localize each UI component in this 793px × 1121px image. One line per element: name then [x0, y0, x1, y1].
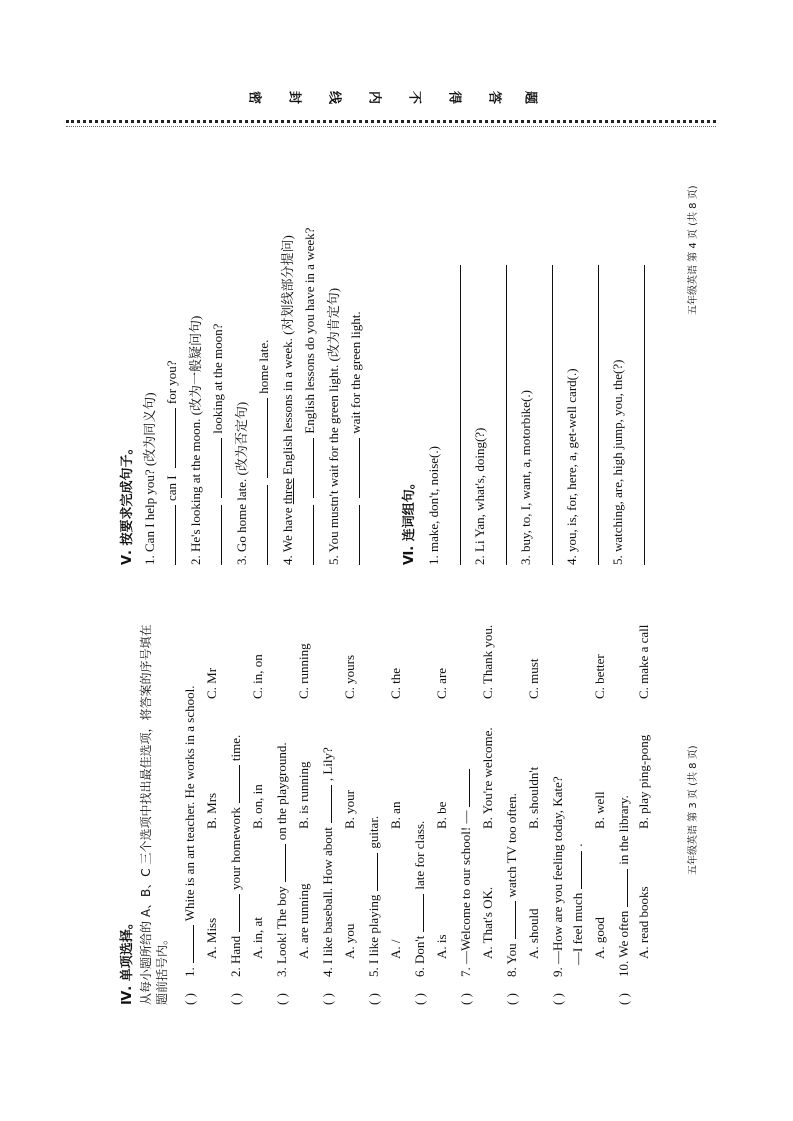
- option-c: C. Mr: [204, 667, 219, 699]
- option-a: A. should: [526, 908, 541, 959]
- answer-blank[interactable]: [412, 894, 424, 932]
- answer-line[interactable]: [598, 265, 599, 565]
- answer-paren[interactable]: ( ): [182, 993, 197, 1005]
- answer-blank[interactable]: [182, 925, 194, 963]
- option-c: C. the: [388, 667, 403, 699]
- answer-blank[interactable]: [256, 485, 268, 565]
- answer-blank[interactable]: [228, 765, 240, 803]
- option-a: A. /: [388, 939, 403, 959]
- answer-paren[interactable]: ( ): [504, 993, 519, 1005]
- option-c: C. Thank you.: [480, 624, 495, 699]
- option-a: A. Miss: [204, 917, 219, 959]
- answer-blank[interactable]: [504, 901, 516, 939]
- question-stem: 7. —Welcome to our school! —: [458, 765, 474, 977]
- section-5-q3: 3. Go home late. (改为否定句): [234, 401, 249, 565]
- option-c: C. make a call: [636, 624, 651, 699]
- section-4: [120, 605, 720, 1005]
- option-a: A. read books: [636, 886, 651, 959]
- option-c: C. in, on: [250, 654, 265, 699]
- section-6-q1: 1. make, don't, noise(.): [426, 446, 441, 565]
- answer-blank[interactable]: [348, 438, 360, 498]
- answer-blank[interactable]: [302, 505, 314, 565]
- binding-char: 内: [367, 90, 383, 104]
- binding-char: 封: [287, 90, 303, 104]
- option-b: B. shouldn't: [526, 766, 541, 829]
- answer-line[interactable]: [506, 265, 507, 565]
- answer-blank[interactable]: [256, 398, 268, 478]
- option-b: B. Mrs: [204, 792, 219, 829]
- option-b: B. well: [592, 791, 607, 829]
- answer-blank[interactable]: [348, 505, 360, 565]
- option-b: B. is running: [296, 761, 311, 829]
- question-stem: 5. I like playingguitar.: [366, 815, 381, 977]
- answer-paren[interactable]: ( ): [616, 993, 631, 1005]
- binding-char: 得: [447, 90, 463, 104]
- question-stem: 2. Handyour homeworktime.: [228, 734, 243, 977]
- section-5-a1: can I for you?: [164, 360, 180, 565]
- question-stem: 3. Look! The boyon the playground.: [274, 742, 289, 977]
- question-stem: 9. —How are you feeling today, Kate?: [550, 776, 565, 977]
- question-stem: 6. Don'tlate for class.: [412, 820, 427, 977]
- answer-blank[interactable]: [228, 894, 240, 932]
- section-5-a5: wait for the green light.: [348, 311, 364, 565]
- binding-char: 密: [247, 90, 263, 104]
- option-b: B. on, in: [250, 784, 265, 829]
- question-stem: 8. Youwatch TV too often.: [504, 793, 519, 977]
- section-5-a3: home late.: [256, 340, 272, 565]
- answer-line[interactable]: [644, 265, 645, 565]
- answer-line[interactable]: [460, 265, 461, 565]
- right-half: [120, 145, 720, 565]
- option-c: C. must: [526, 658, 541, 699]
- question-stem: 10. We oftenin the library.: [616, 795, 631, 977]
- section-6-q2: 2. Li Yan, what's, doing(?): [472, 427, 487, 565]
- seal-dotted-line-thin: [66, 126, 716, 127]
- section-5-q1: 1. Can I help you? (改为同义句): [142, 392, 157, 565]
- answer-blank[interactable]: [320, 785, 332, 823]
- option-c: C. are: [434, 667, 449, 699]
- answer-paren[interactable]: ( ): [320, 993, 335, 1005]
- answer-paren[interactable]: ( ): [366, 993, 381, 1005]
- answer-paren[interactable]: ( ): [550, 993, 565, 1005]
- section-4-instruction: 从每小题所给的 A、B、C 三个选项中找出最佳选项，将答案的序号填在题前括号内。: [138, 624, 169, 1005]
- answer-blank[interactable]: [570, 851, 582, 889]
- option-b: B. play ping-pong: [636, 734, 651, 829]
- binding-char: 答: [487, 90, 503, 104]
- option-a: A. That's OK.: [480, 886, 495, 959]
- section-6-q4: 4. you, is, for, here, a, get-well card(.): [564, 368, 579, 565]
- option-c: C. yours: [342, 654, 357, 699]
- answer-blank[interactable]: [164, 505, 176, 565]
- answer-blank[interactable]: [302, 438, 314, 498]
- section-5-q5: 5. You mustn't wait for the green light. (改为肯定句): [326, 287, 341, 565]
- option-a: A. in, at: [250, 917, 265, 959]
- section-6-title: Ⅵ. 连词组句。: [402, 476, 417, 565]
- answer-blank[interactable]: [366, 853, 378, 891]
- answer-blank[interactable]: [274, 844, 286, 882]
- page-footer-left: 五年级英语 第 3 页 (共 8 页): [688, 745, 699, 875]
- binding-char: 线: [327, 90, 343, 104]
- option-a: A. good: [592, 917, 607, 959]
- seal-dotted-line: [66, 120, 716, 123]
- option-b: B. your: [342, 790, 357, 829]
- option-b: B. an: [388, 801, 403, 829]
- section-6-q3: 3. buy, to, I, want, a, motorbike(.): [518, 390, 533, 565]
- section-6-q5: 5. watching, are, high jump, you, the(?): [610, 359, 625, 565]
- option-c: C. running: [296, 643, 311, 699]
- section-5-a4: English lessons do you have in a week?: [302, 228, 318, 565]
- option-a: A. you: [342, 923, 357, 959]
- answer-blank[interactable]: [616, 869, 628, 907]
- section-4-title: Ⅳ. 单项选择。: [120, 916, 135, 1005]
- section-5-title: Ⅴ. 按要求完成句子。: [120, 441, 135, 565]
- option-b: B. be: [434, 801, 449, 829]
- binding-char: 不: [407, 90, 423, 104]
- answer-paren[interactable]: ( ): [458, 993, 473, 1005]
- page-footer-right: 五年级英语 第 4 页 (共 8 页): [688, 185, 699, 315]
- option-c: C. better: [592, 654, 607, 699]
- section-5-a2: looking at the moon?: [210, 324, 226, 565]
- answer-blank[interactable]: [458, 769, 470, 807]
- section-5-q4: 4. We have three English lessons in a week. (对划线部分提问): [280, 235, 295, 565]
- exam-sheet: [120, 145, 720, 1005]
- question-9-reply: —I feel much.: [570, 843, 585, 965]
- option-a: A. is: [434, 934, 449, 959]
- answer-paren[interactable]: ( ): [274, 993, 289, 1005]
- answer-line[interactable]: [552, 265, 553, 565]
- binding-char: 题: [523, 90, 539, 104]
- question-stem: 1.White is an art teacher. He works in a school.: [182, 685, 197, 977]
- answer-blank[interactable]: [164, 408, 176, 468]
- answer-paren[interactable]: ( ): [228, 993, 243, 1005]
- option-b: B. You're welcome.: [480, 727, 495, 829]
- section-5-q2: 2. He's looking at the moon. (改为一般疑问句): [188, 315, 203, 565]
- answer-paren[interactable]: ( ): [412, 993, 427, 1005]
- answer-blank[interactable]: [210, 438, 222, 498]
- answer-blank[interactable]: [210, 505, 222, 565]
- question-stem: 4. I like baseball. How about, Lily?: [320, 747, 335, 977]
- option-a: A. are running: [296, 883, 311, 959]
